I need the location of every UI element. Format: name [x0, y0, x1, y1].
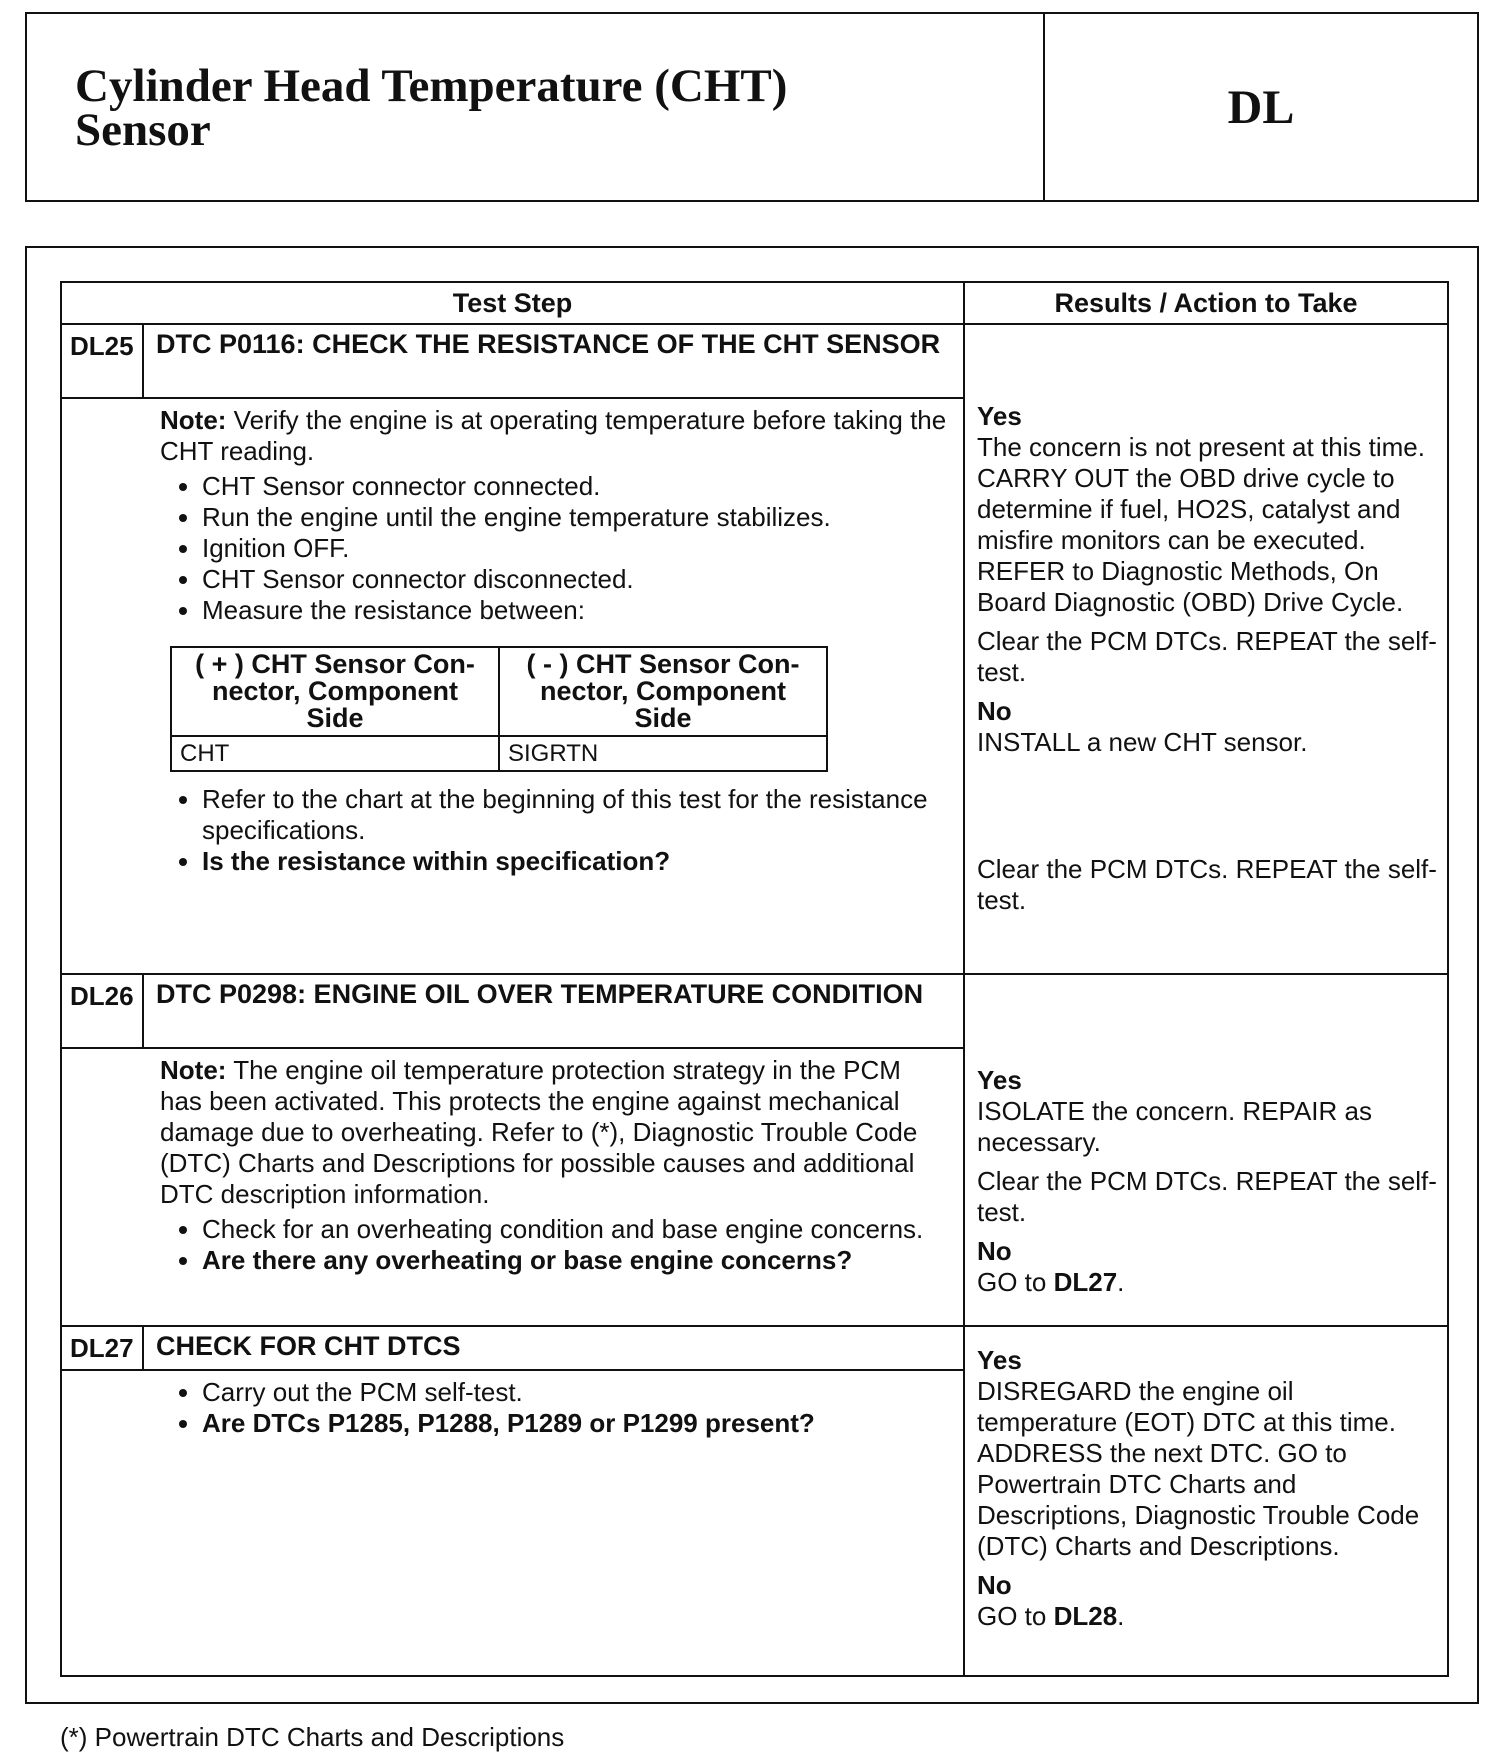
footnote: (*) Powertrain DTC Charts and Descriptions — [60, 1722, 565, 1752]
list-item: • CHT Sensor connector connected. — [202, 471, 949, 502]
list-item: • Ignition OFF. — [202, 533, 949, 564]
step-dl26-title-row — [61, 974, 1448, 1048]
yes-label: Yes — [977, 1065, 1022, 1095]
section-code: DL — [1227, 80, 1295, 134]
yes-label: Yes — [977, 401, 1022, 431]
list-item: • Refer to the chart at the beginning of this test for the resistance specifications. — [202, 784, 949, 846]
goto-step-link[interactable]: DL28 — [1053, 1601, 1118, 1631]
page-title — [27, 14, 1045, 200]
yes-text: The concern is not present at this time. CARRY OUT the OBD drive cycle to determine if fuel, HO2S, catalyst and misfire monitors can be executed. REFER to Diagnostic Methods, On Board Diagnostic (OBD) Drive Cycle. — [977, 432, 1425, 617]
bullet-list — [160, 471, 949, 626]
page-title-line2: Sensor — [75, 104, 211, 156]
step-dl25-title-row — [61, 324, 1448, 398]
no-label: No — [977, 1236, 1012, 1266]
no-label: No — [977, 696, 1012, 726]
list-item: • Run the engine until the engine temperature stabilizes. — [202, 502, 949, 533]
yes-clear-text: Clear the PCM DTCs. REPEAT the self-test. — [977, 626, 1437, 687]
bullet-list — [160, 1377, 949, 1439]
step-title: DTC P0298: ENGINE OIL OVER TEMPERATURE CONDITION — [143, 974, 964, 1048]
note — [160, 405, 949, 467]
no-goto-suffix: . — [1117, 1267, 1125, 1297]
no-clear-text: Clear the PCM DTCs. REPEAT the self-test. — [977, 854, 1437, 915]
step-dl26-results — [964, 974, 1448, 1326]
list-item: • Measure the resistance between: — [202, 595, 949, 626]
step-code: DL27 — [61, 1326, 143, 1370]
step-dl27-body — [61, 1370, 964, 1676]
note-text: Verify the engine is at operating temperature before taking the CHT reading. — [160, 405, 947, 466]
table-header-row — [61, 282, 1448, 324]
pin-value-positive: CHT — [171, 736, 499, 771]
step-dl27-results — [964, 1326, 1448, 1676]
page-title-line1: Cylinder Head Temperature (CHT) — [75, 60, 788, 112]
no-goto — [977, 1267, 1439, 1298]
step-dl26-body — [61, 1048, 964, 1326]
step-title: CHECK FOR CHT DTCS — [143, 1326, 964, 1370]
goto-step-link[interactable]: DL27 — [1053, 1267, 1118, 1297]
no-goto-prefix: GO to — [977, 1601, 1054, 1631]
list-item: • CHT Sensor connector disconnected. — [202, 564, 949, 595]
col-header-test-step: Test Step — [61, 282, 964, 324]
yes-text: ISOLATE the concern. REPAIR as necessary. — [977, 1096, 1372, 1157]
no-goto-prefix: GO to — [977, 1267, 1054, 1297]
step-title: DTC P0116: CHECK THE RESISTANCE OF THE CHT SENSOR — [143, 324, 964, 398]
yes-label: Yes — [977, 1345, 1022, 1375]
note-text: The engine oil temperature protection strategy in the PCM has been activated. This protects the engine against mechanical damage due to overheating. Refer to (*), Diagnostic Trouble Code (DTC) Charts and Descriptions for possible causes and additional DTC description information. — [160, 1055, 918, 1209]
question: • Are there any overheating or base engine concerns? — [202, 1245, 949, 1276]
pin-measurement-table — [170, 646, 828, 772]
yes-clear-text: Clear the PCM DTCs. REPEAT the self-test. — [977, 1166, 1437, 1227]
question: • Are DTCs P1285, P1288, P1289 or P1299 present? — [202, 1408, 949, 1439]
step-dl27-title-row — [61, 1326, 1448, 1370]
col-header-results: Results / Action to Take — [964, 282, 1448, 324]
no-goto-suffix: . — [1117, 1601, 1125, 1631]
no-text: INSTALL a new CHT sensor. — [977, 727, 1308, 757]
no-label: No — [977, 1570, 1012, 1600]
yes-text: DISREGARD the engine oil temperature (EOT) DTC at this time. ADDRESS the next DTC. GO to Powertrain DTC Charts and Descriptions, Diagnostic Trouble Code (DTC) Charts and Descriptions. — [977, 1376, 1420, 1561]
step-dl25-results — [964, 324, 1448, 974]
step-dl25-body — [61, 398, 964, 974]
no-goto — [977, 1601, 1439, 1632]
test-step-table — [60, 281, 1449, 1677]
list-item: • Carry out the PCM self-test. — [202, 1377, 949, 1408]
page-header — [25, 12, 1479, 202]
question: • Is the resistance within specification? — [202, 846, 949, 877]
step-code: DL26 — [61, 974, 143, 1048]
note-label: Note: — [160, 1055, 227, 1085]
list-item: • Check for an overheating condition and base engine concerns. — [202, 1214, 949, 1245]
note-label: Note: — [160, 405, 227, 435]
pin-value-negative: SIGRTN — [499, 736, 827, 771]
bullet-list — [160, 1214, 949, 1276]
pin-col-positive: ( + ) CHT Sensor Con- nector, Component Side — [171, 647, 499, 736]
step-code: DL25 — [61, 324, 143, 398]
note — [160, 1055, 949, 1210]
pin-col-negative: ( - ) CHT Sensor Con- nector, Component Side — [499, 647, 827, 736]
bullet-list — [160, 784, 949, 877]
